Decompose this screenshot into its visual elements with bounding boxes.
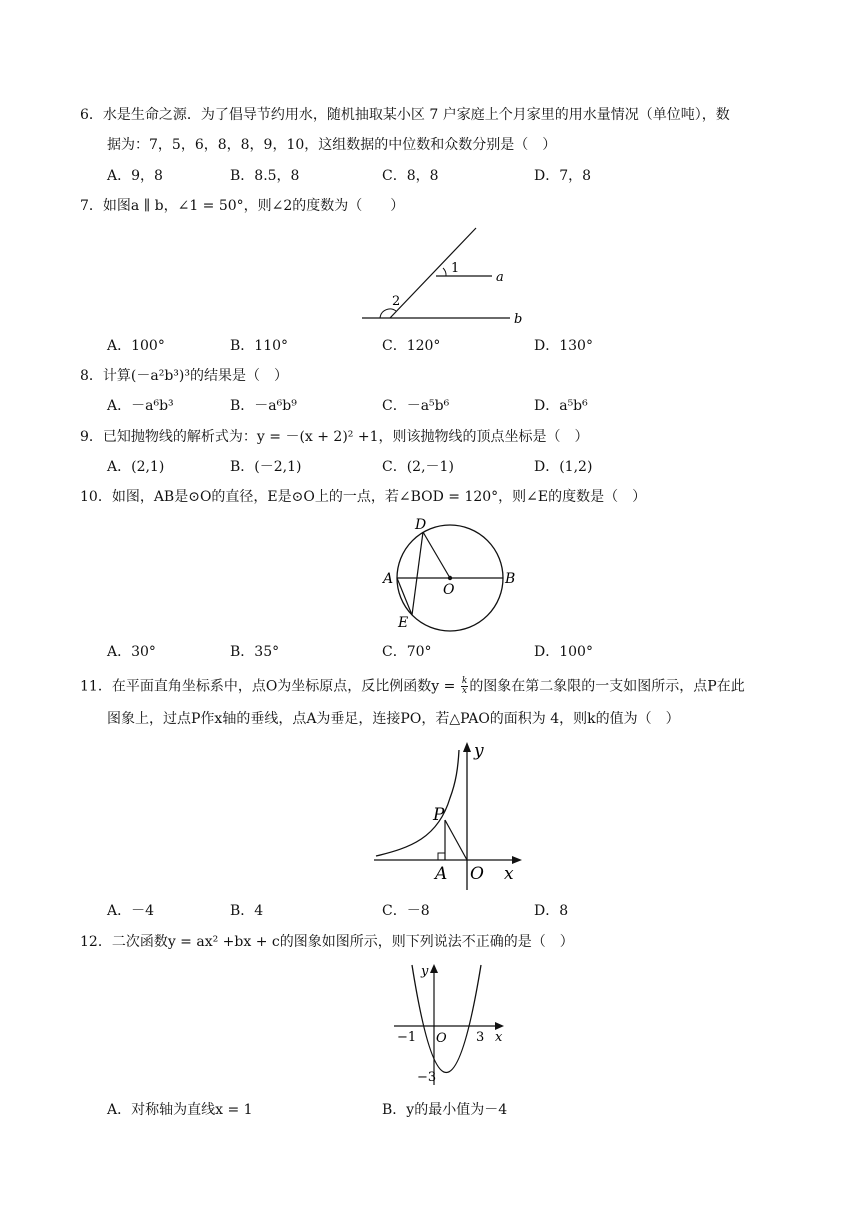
q12-figure bbox=[388, 960, 513, 1088]
q11-label-o: O bbox=[470, 864, 484, 884]
q10-label-a: A bbox=[383, 571, 394, 587]
q12-label-3: 3 bbox=[476, 1030, 485, 1045]
q10-label-b: B bbox=[505, 571, 516, 587]
q10-segment-ae bbox=[397, 578, 412, 615]
q12-label-x: x bbox=[495, 1030, 503, 1045]
q8-option-d: D．a⁵b⁶ bbox=[534, 398, 588, 414]
q8-option-a: A．－a⁶b³ bbox=[107, 398, 174, 414]
q11-line2: 图象上，过点P作x轴的垂线，点A为垂足，连接PO，若△PAO的面积为 4，则k的值为（ ） bbox=[107, 711, 680, 727]
q9-option-b: B．(－2,1) bbox=[230, 459, 302, 475]
q12-label-neg3: −3 bbox=[417, 1070, 437, 1085]
q8-option-c: C．－a⁵b⁶ bbox=[382, 398, 450, 414]
q7-option-b: B．110° bbox=[230, 338, 289, 354]
q10-label-d: D bbox=[415, 517, 427, 533]
q9-option-d: D．(1,2) bbox=[534, 459, 593, 475]
q11-option-b: B．4 bbox=[230, 903, 264, 919]
q11-option-d: D．8 bbox=[534, 903, 569, 919]
q10-segment-de bbox=[412, 532, 423, 615]
q7-label-2: 2 bbox=[392, 294, 401, 309]
q8-text: 8．计算(－a²b³)³的结果是（ ） bbox=[80, 368, 288, 384]
q6-option-d: D．7，8 bbox=[534, 168, 592, 184]
q11-figure bbox=[370, 740, 530, 890]
q7-text: 7．如图a ∥ b，∠1 = 50°，则∠2的度数为（ ） bbox=[80, 198, 405, 214]
q11-label-y: y bbox=[474, 741, 484, 761]
q12-x-arrow bbox=[495, 1022, 504, 1030]
q9-option-c: C．(2,－1) bbox=[382, 459, 454, 475]
q6-option-c: C．8，8 bbox=[382, 168, 439, 184]
q7-transversal bbox=[390, 228, 476, 318]
q10-segment-do bbox=[423, 532, 450, 578]
q10-label-o: O bbox=[443, 582, 455, 598]
q10-option-b: B．35° bbox=[230, 644, 280, 660]
q11-fraction-num: k bbox=[461, 676, 468, 686]
q10-figure bbox=[378, 512, 528, 637]
q10-option-d: D．100° bbox=[534, 644, 593, 660]
q11-label-a: A bbox=[435, 864, 448, 884]
q7-label-b: b bbox=[514, 312, 523, 327]
q12-text: 12．二次函数y = ax² +bx + c的图象如图所示，则下列说法不正确的是（ ） bbox=[80, 934, 574, 950]
q7-option-c: C．120° bbox=[382, 338, 441, 354]
q10-text: 10．如图，AB是⊙O的直径，E是⊙O上的一点，若∠BOD = 120°，则∠E的度数是（ ） bbox=[80, 489, 647, 505]
q10-option-a: A．30° bbox=[107, 644, 156, 660]
q11-y-arrow bbox=[463, 742, 471, 752]
q11-line1-a: 11．在平面直角坐标系中，点O为坐标原点，反比例函数y = bbox=[80, 678, 460, 695]
q12-parabola bbox=[412, 965, 481, 1073]
q6-option-b: B．8.5，8 bbox=[230, 168, 300, 184]
q11-line1-b: 的图象在第二象限的一支如图所示，点P在此 bbox=[469, 678, 745, 695]
q11-line1 bbox=[80, 677, 745, 696]
q12-label-neg1: −1 bbox=[397, 1030, 417, 1045]
q11-label-x: x bbox=[504, 864, 514, 884]
q10-label-e: E bbox=[398, 615, 409, 631]
q11-option-c: C．－8 bbox=[382, 903, 430, 919]
q7-label-1: 1 bbox=[451, 261, 460, 276]
q12-y-arrow bbox=[430, 964, 438, 973]
q11-segment-po bbox=[445, 820, 467, 860]
q7-option-d: D．130° bbox=[534, 338, 593, 354]
q6-option-a: A．9，8 bbox=[107, 168, 163, 184]
q10-center-dot bbox=[448, 576, 452, 580]
q6-line1: 6．水是生命之源．为了倡导节约用水，随机抽取某小区 7 户家庭上个月家里的用水量情况（单位吨），数 bbox=[80, 107, 730, 123]
q7-figure bbox=[360, 225, 530, 330]
q11-fraction-den: x bbox=[462, 686, 468, 696]
q11-hyperbola-branch bbox=[376, 750, 459, 856]
q12-label-o: O bbox=[436, 1031, 447, 1046]
q10-option-c: C．70° bbox=[382, 644, 432, 660]
q7-angle1-arc bbox=[443, 268, 446, 276]
q6-line2: 据为：7，5，6，8，8，9，10，这组数据的中位数和众数分别是（ ） bbox=[107, 137, 557, 153]
q7-option-a: A．100° bbox=[107, 338, 165, 354]
q9-option-a: A．(2,1) bbox=[107, 459, 165, 475]
q11-fraction bbox=[461, 677, 468, 696]
q12-option-b: B．y的最小值为－4 bbox=[382, 1102, 508, 1118]
q11-right-angle-mark bbox=[438, 853, 445, 860]
q8-option-b: B．－a⁶b⁹ bbox=[230, 398, 297, 414]
q11-x-arrow bbox=[512, 856, 522, 864]
q7-label-a: a bbox=[496, 270, 504, 285]
q12-option-a: A．对称轴为直线x = 1 bbox=[107, 1102, 253, 1118]
q9-text: 9．已知抛物线的解析式为：y = －(x + 2)² +1，则该抛物线的顶点坐标是（ ） bbox=[80, 429, 589, 445]
q11-label-p: P bbox=[433, 805, 445, 825]
q11-option-a: A．－4 bbox=[107, 903, 155, 919]
q12-label-y: y bbox=[421, 964, 429, 979]
